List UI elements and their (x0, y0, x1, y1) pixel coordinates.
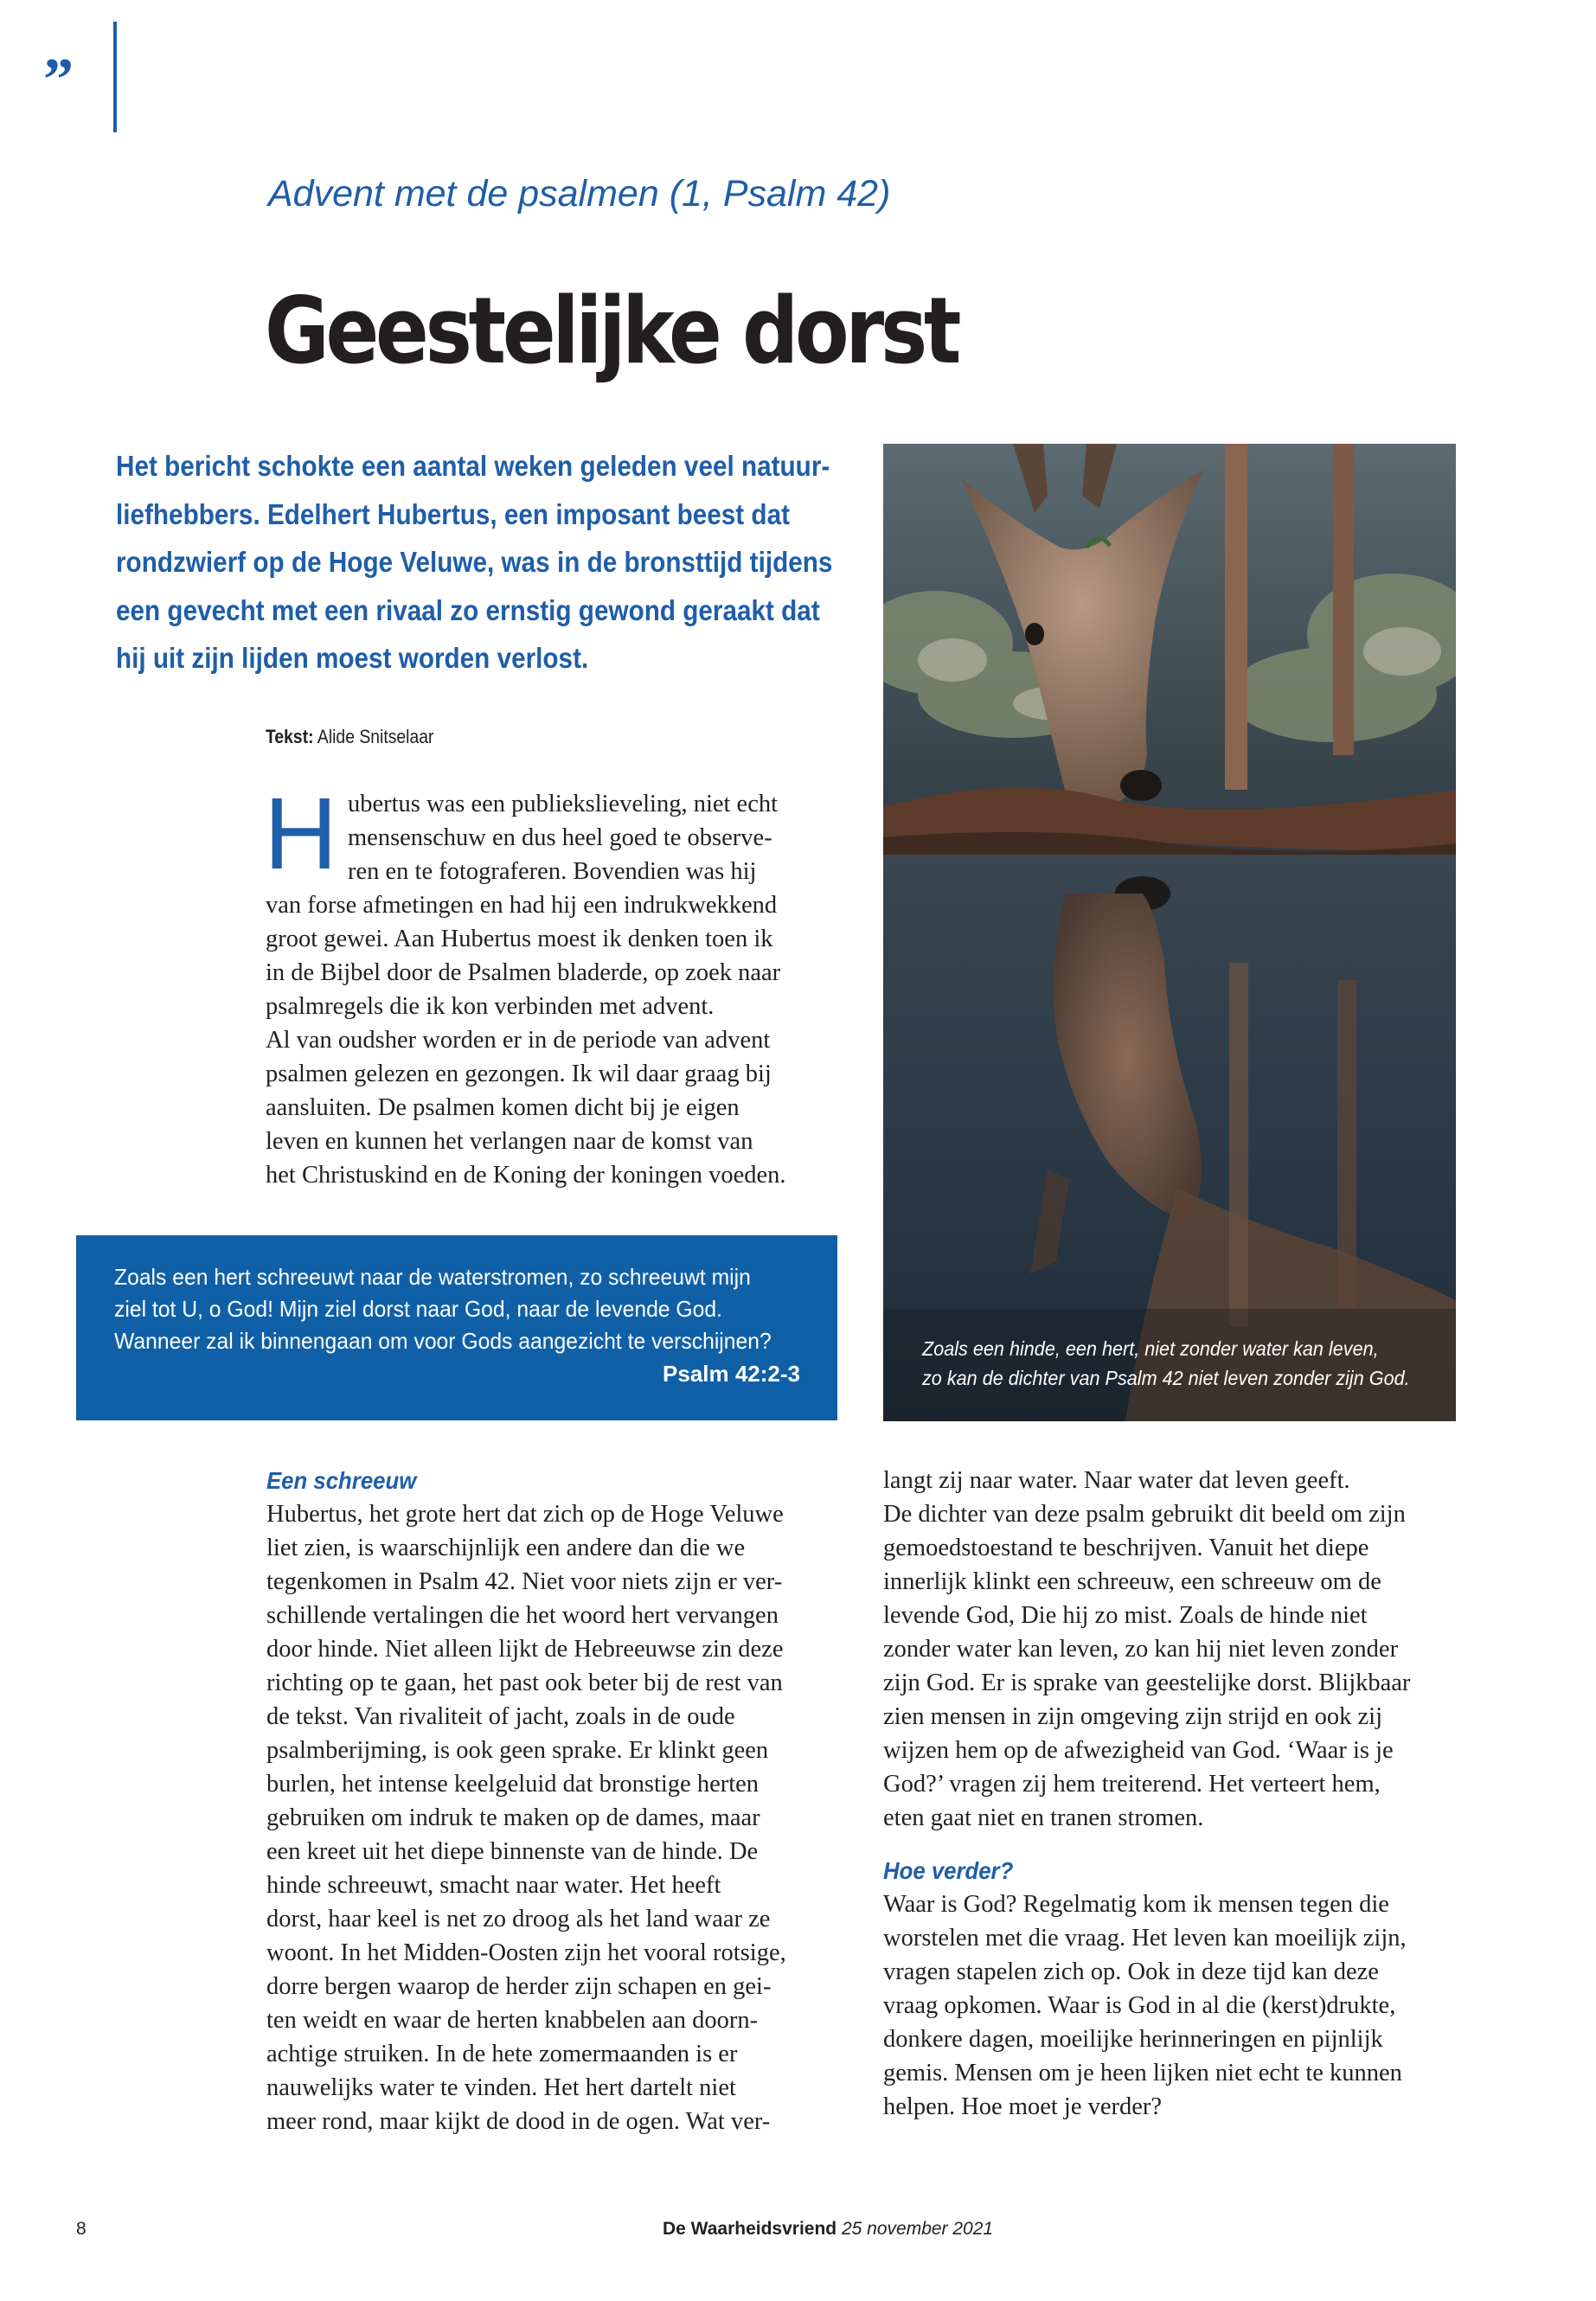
body-line: God?’ vragen zij hem treiterend. Het verteert hem, (883, 1771, 1381, 1798)
body-line: zonder water kan leven, zo kan hij niet leven zonder (883, 1636, 1399, 1663)
body-line: achtige struiken. In de hete zomermaanden is er (266, 2041, 738, 2067)
body-line: innerlijk klinkt een schreeuw, een schreeuw om de (883, 1568, 1381, 1595)
intro-paragraph (116, 442, 843, 683)
body-line: zijn God. Er is sprake van geestelijke dorst. Blijkbaar (883, 1670, 1411, 1696)
deer-photo (883, 444, 1456, 1421)
page-number: 8 (76, 2219, 87, 2239)
body-line: een kreet uit het diepe binnenste van de hinde. De (266, 1838, 759, 1865)
body-line: gemoedstoestand te beschrijven. Vanuit het diepe (883, 1535, 1369, 1561)
body-line: het Christuskind en de Koning der koningen voeden. (266, 1162, 786, 1189)
intro-line: hij uit zijn lijden moest worden verlost. (116, 642, 589, 675)
body-line: ten weidt en waar de herten knabbelen aan doorn- (266, 2007, 759, 2034)
intro-line: Het bericht schokte een aantal weken geleden veel natuur- (116, 450, 830, 482)
photo-caption (922, 1334, 1441, 1393)
body-line: helpen. Hoe moet je verder? (883, 2093, 1163, 2120)
body-line: vragen stapelen zich op. Ook in deze tijd kan deze (883, 1958, 1379, 1985)
body-line: tegenkomen in Psalm 42. Niet voor niets zijn er ver- (266, 1568, 783, 1595)
body-line: zien mensen in zijn omgeving zijn strijd en ook zij (883, 1703, 1382, 1730)
caption-line: Zoals een hinde, een hert, niet zonder water kan leven, (922, 1337, 1379, 1360)
column-left (266, 1464, 855, 2138)
column-right (883, 1464, 1471, 2124)
caption-line: zo kan de dichter van Psalm 42 niet leven zonder zijn God. (922, 1367, 1410, 1389)
paragraph-gap (883, 1835, 1471, 1854)
body-line: groot gewei. Aan Hubertus moest ik denken toen ik (266, 926, 773, 952)
body-line: burlen, het intense keelgeluid dat bronstige herten (266, 1771, 760, 1798)
kicker: Advent met de psalmen (1, Psalm 42) (268, 173, 891, 215)
body-line: leven en kunnen het verlangen naar de komst van (266, 1128, 753, 1155)
drop-cap: H (264, 777, 338, 891)
body-line: hinde schreeuwt, smacht naar water. Het heeft (266, 1872, 721, 1899)
byline-label: Tekst: (266, 726, 314, 747)
byline-author: Alide Snitselaar (317, 726, 434, 747)
body-line: Al van oudsher worden er in de periode van advent (266, 1027, 771, 1054)
body-line: eten gaat niet en tranen stromen. (883, 1804, 1204, 1831)
body-line: psalmberijming, is ook geen sprake. Er klinkt geen (266, 1737, 769, 1764)
body-line: de tekst. Van rivaliteit of jacht, zoals in de oude (266, 1703, 735, 1730)
body-line: Hubertus, het grote hert dat zich op de Hoge Veluwe (266, 1501, 784, 1528)
body-line: psalmen gelezen en gezongen. Ik wil daar graag bij (266, 1061, 772, 1087)
body-line: meer rond, maar kijkt de dood in de ogen. Wat ver- (266, 2108, 771, 2135)
quote-reference: Psalm 42:2-3 (663, 1361, 800, 1387)
body-line: gebruiken om indruk te maken op de dames, maar (266, 1804, 760, 1831)
body-line: door hinde. Niet alleen lijkt de Hebreeuwse zin deze (266, 1636, 784, 1663)
body-line: levende God, Die hij zo mist. Zoals de hinde niet (883, 1602, 1368, 1629)
intro-line: een gevecht met een rivaal zo ernstig gewond geraakt dat (116, 593, 820, 626)
pull-quote-text (114, 1261, 806, 1357)
page-title: Geestelijke dorst (265, 278, 958, 384)
magazine-name: De Waarheidsvriend (663, 2219, 837, 2239)
body-line: aansluiten. De psalmen komen dicht bij je eigen (266, 1094, 740, 1121)
intro-line: rondzwierf op de Hoge Veluwe, was in de bronsttijd tijdens (116, 546, 833, 579)
body-line: psalmregels die ik kon verbinden met advent. (266, 993, 715, 1020)
body-line: ubertus was een publiekslieveling, niet echt (348, 791, 779, 817)
body-line: van forse afmetingen en had hij een indrukwekkend (266, 892, 778, 919)
body-line: nauwelijks water te vinden. Het hert dartelt niet (266, 2074, 736, 2101)
body-line: dorre bergen waarop de herder zijn schapen en gei- (266, 1973, 772, 2000)
body-line: in de Bijbel door de Psalmen bladerde, op zoek naar (266, 959, 781, 986)
body-line: wijzen hem op de afwezigheid van God. ‘Waar is je (883, 1737, 1394, 1764)
body-line: donkere dagen, moeilijke herinneringen en pijnlijk (883, 2026, 1383, 2053)
body-intro (266, 787, 854, 1192)
footer-publication (663, 2216, 993, 2242)
section-heading: Een schreeuw (266, 1467, 417, 1494)
body-line: vraag opkomen. Waar is God in al die (kerst)drukte, (883, 1992, 1396, 2019)
body-line: schillende vertalingen die het woord hert vervangen (266, 1602, 779, 1629)
body-line: Waar is God? Regelmatig kom ik mensen tegen die (883, 1891, 1389, 1918)
body-line: mensenschuw en dus heel goed te observe- (348, 824, 772, 851)
body-line: De dichter van deze psalm gebruikt dit beeld om zijn (883, 1501, 1406, 1528)
byline (266, 723, 433, 751)
body-line: ren en te fotograferen. Bovendien was hij (348, 858, 757, 885)
header-rule (113, 22, 117, 132)
body-line: dorst, haar keel is net zo droog als het land waar ze (266, 1906, 771, 1932)
quote-line: Zoals een hert schreeuwt naar de waterstromen, zo schreeuwt mijn (114, 1264, 751, 1290)
body-line: woont. In het Midden-Oosten zijn het vooral rotsige, (266, 1939, 786, 1966)
body-line: richting op te gaan, het past ook beter bij de rest van (266, 1670, 783, 1696)
section-heading: Hoe verder? (883, 1857, 1014, 1884)
body-line: worstelen met die vraag. Het leven kan moeilijk zijn, (883, 1925, 1407, 1952)
body-line: liet zien, is waarschijnlijk een andere dan die we (266, 1535, 746, 1561)
intro-line: liefhebbers. Edelhert Hubertus, een imposant beest dat (116, 497, 790, 530)
issue-date: 25 november 2021 (841, 2219, 994, 2239)
body-line: langt zij naar water. Naar water dat leven geeft. (883, 1467, 1350, 1494)
body-line: gemis. Mensen om je heen lijken niet echt te kunnen (883, 2060, 1402, 2086)
quote-mark-icon: ” (43, 47, 74, 113)
quote-line: ziel tot U, o God! Mijn ziel dorst naar God, naar de levende God. (114, 1296, 722, 1322)
quote-line: Wanneer zal ik binnengaan om voor Gods aangezicht te verschijnen? (114, 1328, 772, 1354)
